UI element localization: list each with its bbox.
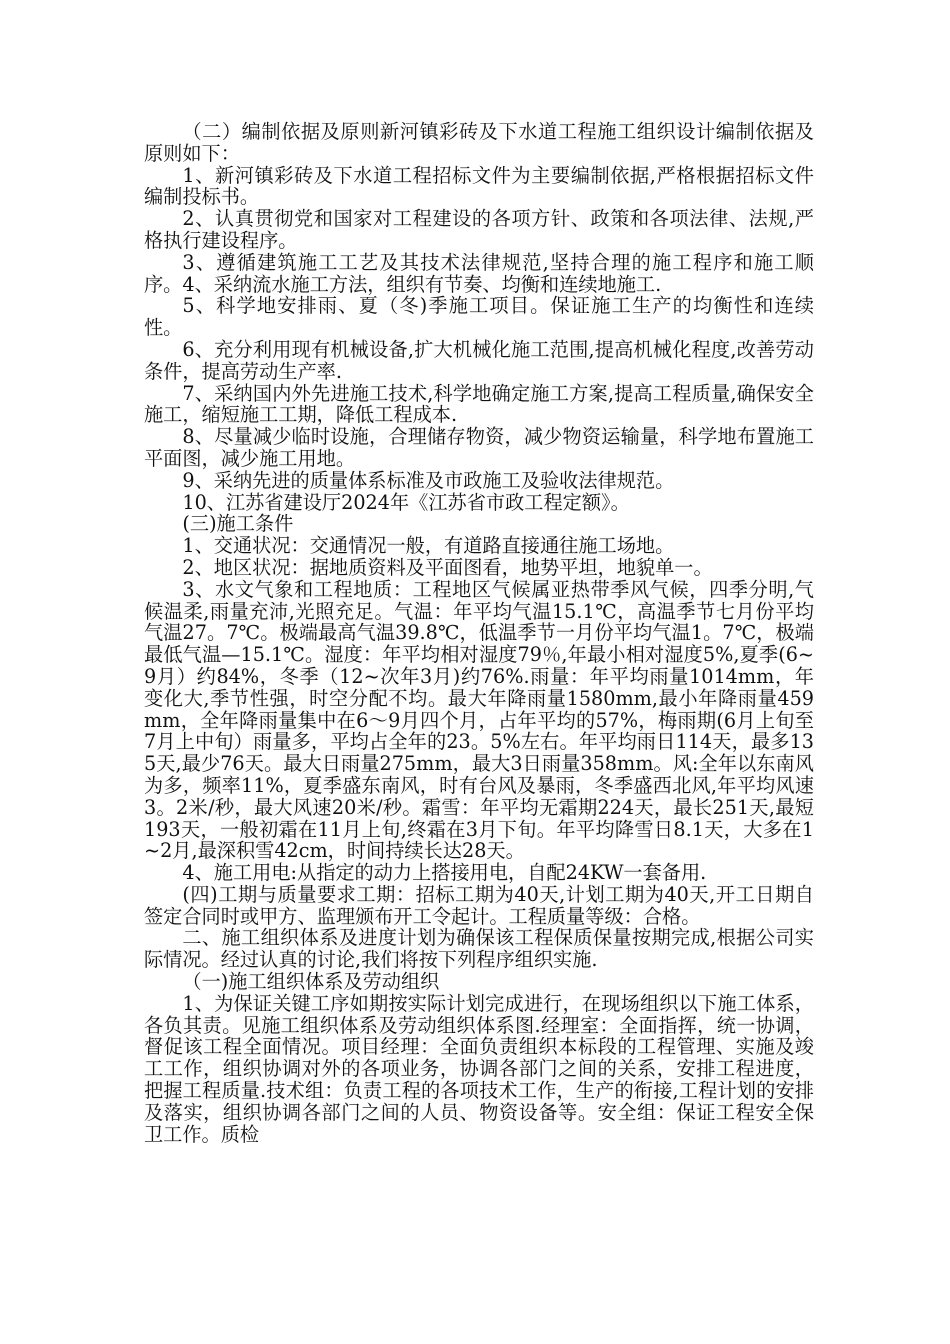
paragraph-hydrology-climate: 3、水文气象和工程地质：工程地区气候属亚热带季风气候，四季分明,气候温柔,雨量充沛,光照充足。气温：年平均气温15.1℃，高温季节七月份平均气温27。7℃。极端最高气温39.8℃，低温季节一月份平均气温1。7℃，极端最低气温—15.1℃。湿度：年平均相对湿度79％,年最小相对湿度5%,夏季(6~9月）约84%，冬季（12~次年3月)约76%.雨量：年平均雨量1014mm，年变化大,季节性强，时空分配不均。最大年降雨量1580mm,最小年降雨量459mm，全年降雨量集中在6～9月四个月，占年平均的57%，梅雨期(6月上旬至7月上中旬）雨量多，平均占全年的23。5%左右。年平均雨日114天，最多135天,最少76天。最大日雨量275mm，最大3日雨量358mm。风:全年以东南风为多，频率11%，夏季盛东南风，时有台风及暴雨，冬季盛西北风,年平均风速3。2米/秒，最大风速20米/秒。霜雪：年平均无霜期224天，最长251天,最短193天，一般初霜在11月上旬,终霜在3月下旬。年平均降雪日8.1天，大多在1~2月,最深积雪42cm，时间持续长达28天。	[144, 577, 814, 863]
paragraph-basis-6: 6、充分利用现有机械设备,扩大机械化施工范围,提高机械化程度,改善劳动条件，提高劳动生产率.	[144, 337, 814, 383]
paragraph-basis-3-4: 3、遵循建筑施工工艺及其技术法律规范,坚持合理的施工程序和施工顺序。4、采纳流水施工方法，组织有节奏、均衡和连续地施工.	[144, 250, 814, 296]
paragraph-basis-7: 7、采纳国内外先进施工技术,科学地确定施工方案,提高工程质量,确保安全施工，缩短施工工期，降低工程成本.	[144, 381, 814, 427]
paragraph-basis-10: 10、江苏省建设厅2024年《江苏省市政工程定额》。	[182, 490, 630, 514]
paragraph-basis-9: 9、采纳先进的质量体系标准及市政施工及验收法律规范。	[182, 468, 675, 492]
paragraph-region: 2、地区状况：据地质资料及平面图看，地势平坦，地貌单一。	[182, 555, 713, 579]
section-heading-organization: （一)施工组织体系及劳动组织	[182, 970, 440, 994]
paragraph-basis-8: 8、尽量减少临时设施，合理储存物资，减少物资运输量，科学地布置施工平面图，减少施工用地。	[144, 425, 814, 470]
document-body	[144, 121, 814, 1145]
paragraph-basis-2: 2、认真贯彻党和国家对工程建设的各项方针、政策和各项法律、法规,严格执行建设程序。	[144, 207, 814, 252]
paragraph-schedule-quality: (四)工期与质量要求工期：招标工期为40天,计划工期为40天,开工日期自签定合同时或甲方、监理颁布开工令起计。工程质量等级：合格。	[144, 882, 814, 928]
paragraph-organization-1: 1、为保证关键工序如期按实际计划完成进行，在现场组织以下施工体系，各负其责。见施工组织体系及劳动组织体系图.经理室：全面指挥，统一协调，督促该工程全面情况。项目经理：全面负责组织本标段的工程管理、实施及竣工工作，组织协调对外的各项业务，协调各部门之间的关系，安排工程进度，把握工程质量.技术组：负责工程的各项技术工作，生产的衔接,工程计划的安排及落实，组织协调各部门之间的人员、物资设备等。安全组：保证工程安全保卫工作。质检	[144, 991, 814, 1146]
paragraph-basis-1: 1、新河镇彩砖及下水道工程招标文件为主要编制依据,严格根据招标文件编制投标书。	[144, 163, 814, 209]
paragraph-basis-5: 5、科学地安排雨、夏（冬)季施工项目。保证施工生产的均衡性和连续性。	[144, 294, 814, 340]
paragraph-traffic: 1、交通状况：交通情况一般，有道路直接通往施工场地。	[182, 534, 675, 558]
paragraph-organization-plan: 二、施工组织体系及进度计划为确保该工程保质保量按期完成,根据公司实际情况。经过认真的讨论,我们将按下列程序组织实施.	[144, 926, 814, 972]
section-heading-conditions: (三)施工条件	[182, 512, 294, 536]
paragraph-basis-heading: （二）编制依据及原则新河镇彩砖及下水道工程施工组织设计编制依据及原则如下：	[144, 120, 814, 165]
paragraph-power: 4、施工用电:从指定的动力上搭接用电，自配24KW一套备用.	[182, 861, 707, 885]
